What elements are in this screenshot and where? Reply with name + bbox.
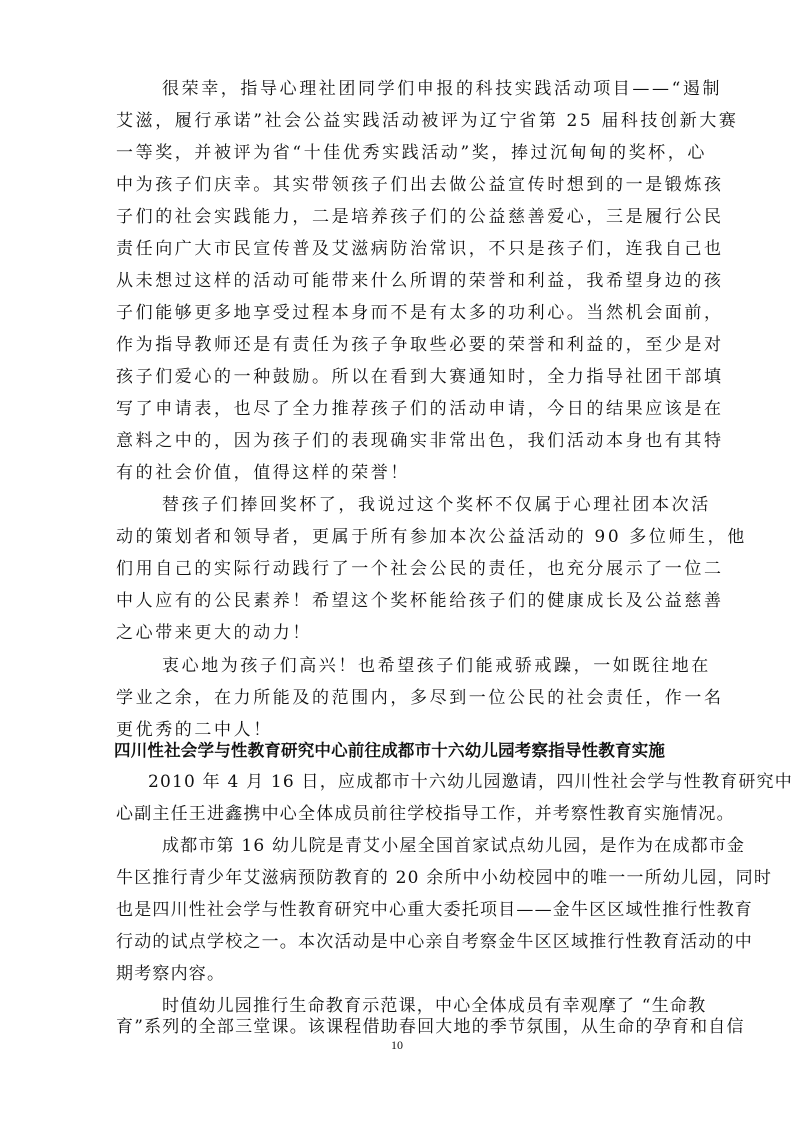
paragraph-1-line-12: 意料之中的，因为孩子们的表现确实非常出色，我们活动本身也有其特 xyxy=(116,431,724,451)
paragraph-1-line-4: 中为孩子们庆幸。其实带领孩子们出去做公益宣传时想到的一是锻炼孩 xyxy=(116,175,724,195)
paragraph-1-line-7: 从未想过这样的活动可能带来什么所谓的荣誉和利益，我希望身边的孩 xyxy=(116,271,724,291)
paragraph-1-line-13: 有的社会价值，值得这样的荣誉！ xyxy=(116,463,410,483)
paragraph-1-line-2: 艾滋，履行承诺”社会公益实践活动被评为辽宁省第 25 届科技创新大赛 xyxy=(116,111,739,131)
section-paragraph-2-line-1: 成都市第 16 幼儿院是青艾小屋全国首家试点幼儿园，是作为在成都市金 xyxy=(162,836,746,856)
section-paragraph-1-line-2: 心副主任王进鑫携中心全体成员前往学校指导工作，并考察性教育实施情况。 xyxy=(116,804,735,824)
paragraph-2-line-1: 替孩子们捧回奖杯了，我说过这个奖杯不仅属于心理社团本次活 xyxy=(162,495,711,515)
paragraph-2-line-5: 之心带来更大的动力！ xyxy=(116,623,312,643)
paragraph-1-line-9: 作为指导教师还是有责任为孩子争取些必要的荣誉和利益的，至少是对 xyxy=(116,335,724,355)
paragraph-1-line-1: 很荣幸，指导心理社团同学们申报的科技实践活动项目——“遏制 xyxy=(162,79,723,99)
section-heading: 四川性社会学与性教育研究中心前往成都市十六幼儿园考察指导性教育实施 xyxy=(114,741,666,760)
section-paragraph-2-line-4: 行动的试点学校之一。本次活动是中心亲自考察金牛区区域推行性教育活动的中 xyxy=(116,932,753,952)
paragraph-3-line-1: 衷心地为孩子们高兴！也希望孩子们能戒骄戒躁，一如既往地在 xyxy=(162,656,711,676)
paragraph-2-line-3: 们用自己的实际行动践行了一个社会公民的责任，也充分展示了一位二 xyxy=(116,559,724,579)
page-number: 10 xyxy=(391,1038,403,1052)
paragraph-1-line-5: 子们的社会实践能力，二是培养孩子们的公益慈善爱心，三是履行公民 xyxy=(116,207,724,227)
section-paragraph-1-line-1: 2010 年 4 月 16 日，应成都市十六幼儿园邀请，四川性社会学与性教育研究中 xyxy=(148,772,793,792)
paragraph-3-line-2: 学业之余，在力所能及的范围内，多尽到一位公民的社会责任，作一名 xyxy=(116,688,724,708)
paragraph-1-line-3: 一等奖，并被评为省“十佳优秀实践活动”奖，捧过沉甸甸的奖杯，心 xyxy=(116,143,707,163)
paragraph-2-line-4: 中人应有的公民素养！希望这个奖杯能给孩子们的健康成长及公益慈善 xyxy=(116,591,724,611)
section-paragraph-3-line-1: 时值幼儿园推行生命教育示范课，中心全体成员有幸观摩了 “生命教 xyxy=(162,996,707,1016)
paragraph-1-line-6: 责任向广大市民宣传普及艾滋病防治常识，不只是孩子们，连我自己也 xyxy=(116,239,724,259)
section-paragraph-2-line-2: 牛区推行青少年艾滋病预防教育的 20 余所中小幼校园中的唯一一所幼儿园，同时 xyxy=(116,868,773,888)
paragraph-3-line-3: 更优秀的二中人！ xyxy=(116,720,273,740)
paragraph-1-line-8: 子们能够更多地享受过程本身而不是有太多的功利心。当然机会面前， xyxy=(116,303,724,323)
paragraph-2-line-2: 动的策划者和领导者，更属于所有参加本次公益活动的 90 多位师生，他 xyxy=(116,527,747,547)
paragraph-1-line-11: 写了申请表，也尽了全力推荐孩子们的活动申请，今日的结果应该是在 xyxy=(116,399,724,419)
section-paragraph-3-line-2: 育”系列的全部三堂课。该课程借助春回大地的季节氛围，从生命的孕育和自信 xyxy=(116,1017,745,1037)
section-paragraph-2-line-5: 期考察内容。 xyxy=(116,964,226,984)
section-paragraph-2-line-3: 也是四川性社会学与性教育研究中心重大委托项目——金牛区区域性推行性教育 xyxy=(116,900,753,920)
paragraph-1-line-10: 孩子们爱心的一种鼓励。所以在看到大赛通知时，全力指导社团干部填 xyxy=(116,367,724,387)
